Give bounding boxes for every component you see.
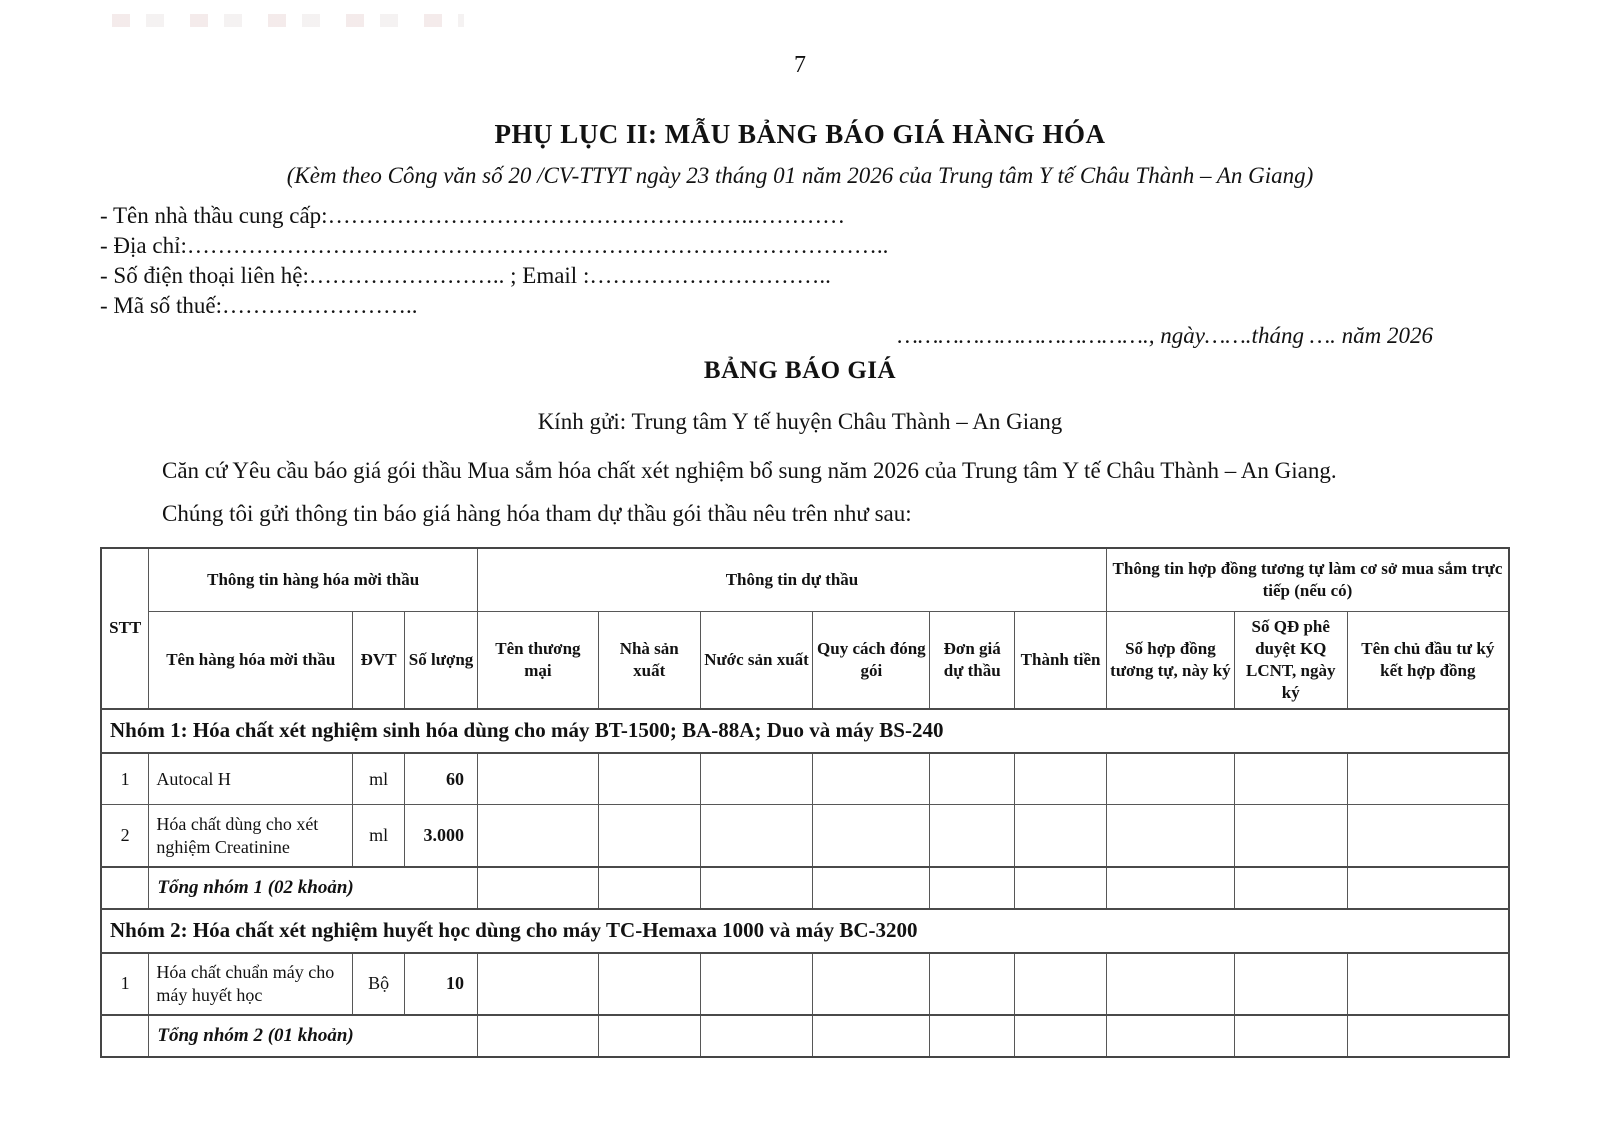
col-header-investor-name: Tên chủ đầu tư ký kết hợp đồng [1347,611,1509,709]
col-header-manufacturer: Nhà sản xuất [598,611,700,709]
col-header-quantity: Số lượng [405,611,478,709]
row-goods-name: Hóa chất dùng cho xét nghiệm Creatinine [149,805,353,867]
group1-total-label: Tổng nhóm 1 (02 khoản) [149,867,478,909]
col-header-amount: Thành tiền [1015,611,1107,709]
supplier-info-block [100,201,1510,321]
row-stt: 1 [101,753,149,805]
col-header-unit-price: Đơn giá dự thầu [930,611,1015,709]
document-subtitle: (Kèm theo Công văn số 20 /CV-TTYT ngày 23 tháng 01 năm 2026 của Trung tâm Y tế Châu Thành – An Giang) [286,163,1314,188]
recipient-line: Kính gửi: Trung tâm Y tế huyện Châu Thành – An Giang [537,409,1063,434]
col-header-country: Nước sản xuất [700,611,813,709]
group2-title-row [101,909,1509,953]
supplier-taxcode-line: - Mã số thuế:…………………….. [100,293,418,318]
col-header-goods-name: Tên hàng hóa mời thầu [149,611,353,709]
group-header-invited-goods: Thông tin hàng hóa mời thầu [149,548,478,611]
quote-heading: BẢNG BÁO GIÁ [703,357,897,384]
col-header-contract-number: Số hợp đồng tương tự, này ký [1106,611,1234,709]
row-unit: ml [353,805,405,867]
col-header-unit: ĐVT [353,611,405,709]
table-row [101,953,1509,1015]
col-header-stt: STT [101,548,149,709]
group-header-similar-contract: Thông tin hợp đồng tương tự làm cơ sở mua sắm trực tiếp (nếu có) [1106,548,1509,611]
table-row [101,753,1509,805]
row-unit: ml [353,753,405,805]
row-stt: 2 [101,805,149,867]
row-unit: Bộ [353,953,405,1015]
supplier-phone-email-line: - Số điện thoại liên hệ:…………………….. ; Email :………………………….. [100,263,831,288]
basis-paragraph: Căn cứ Yêu cầu báo giá gói thầu Mua sắm hóa chất xét nghiệm bổ sung năm 2026 của Trung tâm Y tế Châu Thành – An Giang. [162,458,1337,483]
faded-print-artifact [112,14,464,27]
group2-title: Nhóm 2: Hóa chất xét nghiệm huyết học dùng cho máy TC-Hemaxa 1000 và máy BC-3200 [101,909,1509,953]
supplier-name-line: - Tên nhà thầu cung cấp:………………………………………………..………… [100,203,846,228]
row-quantity: 3.000 [405,805,478,867]
col-header-trade-name: Tên thương mại [478,611,599,709]
group2-total-label: Tổng nhóm 2 (01 khoản) [149,1015,478,1057]
group1-total-row [101,867,1509,909]
supplier-address-line: - Địa chỉ:……………………………………………………………………………….. [100,233,889,258]
quotation-table [100,547,1510,1058]
intro-paragraph: Chúng tôi gửi thông tin báo giá hàng hóa tham dự thầu gói thầu nêu trên như sau: [162,501,912,526]
row-goods-name: Autocal H [149,753,353,805]
row-goods-name: Hóa chất chuẩn máy cho máy huyết học [149,953,353,1015]
group-header-bid-info: Thông tin dự thầu [478,548,1107,611]
col-header-packaging: Quy cách đóng gói [813,611,930,709]
row-stt: 1 [101,953,149,1015]
group1-title: Nhóm 1: Hóa chất xét nghiệm sinh hóa dùng cho máy BT-1500; BA-88A; Duo và máy BS-240 [101,709,1509,753]
group2-total-row [101,1015,1509,1057]
place-date-line: ………………………………., ngày…….tháng …. năm 2026 [897,323,1433,348]
page-number: 7 [794,52,806,78]
document-title: PHỤ LỤC II: MẪU BẢNG BÁO GIÁ HÀNG HÓA [494,119,1106,149]
table-row [101,805,1509,867]
row-quantity: 60 [405,753,478,805]
col-header-decision-number: Số QĐ phê duyệt KQ LCNT, ngày ký [1234,611,1347,709]
group1-title-row [101,709,1509,753]
row-quantity: 10 [405,953,478,1015]
